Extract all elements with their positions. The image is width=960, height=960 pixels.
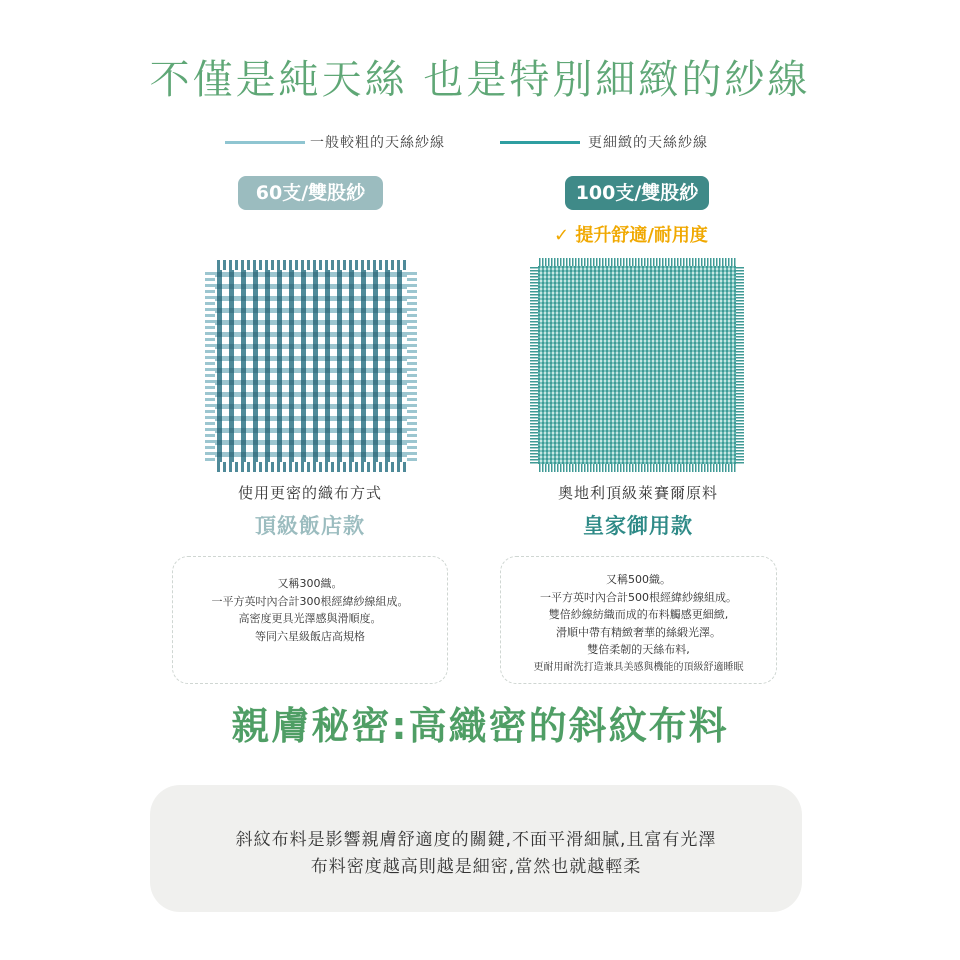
left-caption-title: 頂級飯店款 bbox=[255, 514, 365, 538]
bottom-note-panel bbox=[150, 785, 802, 912]
legend-label-fine: 更細緻的天絲紗線 bbox=[588, 135, 708, 151]
legend-line-coarse bbox=[225, 141, 305, 144]
fine-weave-swatch bbox=[530, 258, 744, 472]
left-detail-box bbox=[172, 556, 448, 684]
right-detail-line: 一平方英吋內合計500根經緯紗線組成。 bbox=[540, 590, 737, 604]
right-detail-line: 雙倍紗線紡織而成的布料觸感更細緻, bbox=[548, 608, 729, 621]
right-detail-line: 滑順中帶有精緻奢華的絲緞光澤。 bbox=[556, 625, 721, 639]
left-detail-line: 一平方英吋內合計300根經緯紗線組成。 bbox=[211, 594, 409, 608]
right-detail-line: 雙倍柔韌的天絲布料, bbox=[587, 643, 690, 656]
left-caption-small: 使用更密的織布方式 bbox=[237, 484, 382, 502]
left-detail-line: 等同六星級飯店高規格 bbox=[255, 629, 365, 643]
badge-100-count: 100支/雙股紗 bbox=[565, 176, 709, 210]
note-line: 布料密度越高則越是細密,當然也就越輕柔 bbox=[310, 857, 642, 877]
right-caption-small: 奧地利頂級萊賽爾原料 bbox=[557, 484, 718, 502]
left-detail-line: 高密度更具光澤感與滑順度。 bbox=[238, 612, 382, 625]
legend-line-fine bbox=[500, 141, 580, 144]
legend-label-coarse: 一般較粗的天絲紗線 bbox=[310, 135, 445, 151]
right-detail-box bbox=[500, 556, 777, 684]
coarse-weave-swatch bbox=[205, 260, 417, 472]
right-caption-title: 皇家御用款 bbox=[583, 514, 693, 538]
badge-60-count: 60支/雙股紗 bbox=[238, 176, 383, 210]
section-headline: 親膚秘密:高織密的斜紋布料 bbox=[231, 704, 729, 748]
note-line: 斜紋布料是影響親膚舒適度的關鍵,不面平滑細膩,且富有光澤 bbox=[235, 830, 717, 850]
right-detail-line: 更耐用耐洗打造兼具美感與機能的頂級舒適睡眠 bbox=[533, 661, 744, 673]
feature-note: ✓ 提升舒適/耐用度 bbox=[554, 225, 708, 246]
page-title: 不僅是純天絲 也是特別細緻的紗線 bbox=[149, 57, 811, 103]
right-detail-line: 又稱500織。 bbox=[606, 573, 671, 586]
left-detail-line: 又稱300織。 bbox=[277, 577, 343, 590]
